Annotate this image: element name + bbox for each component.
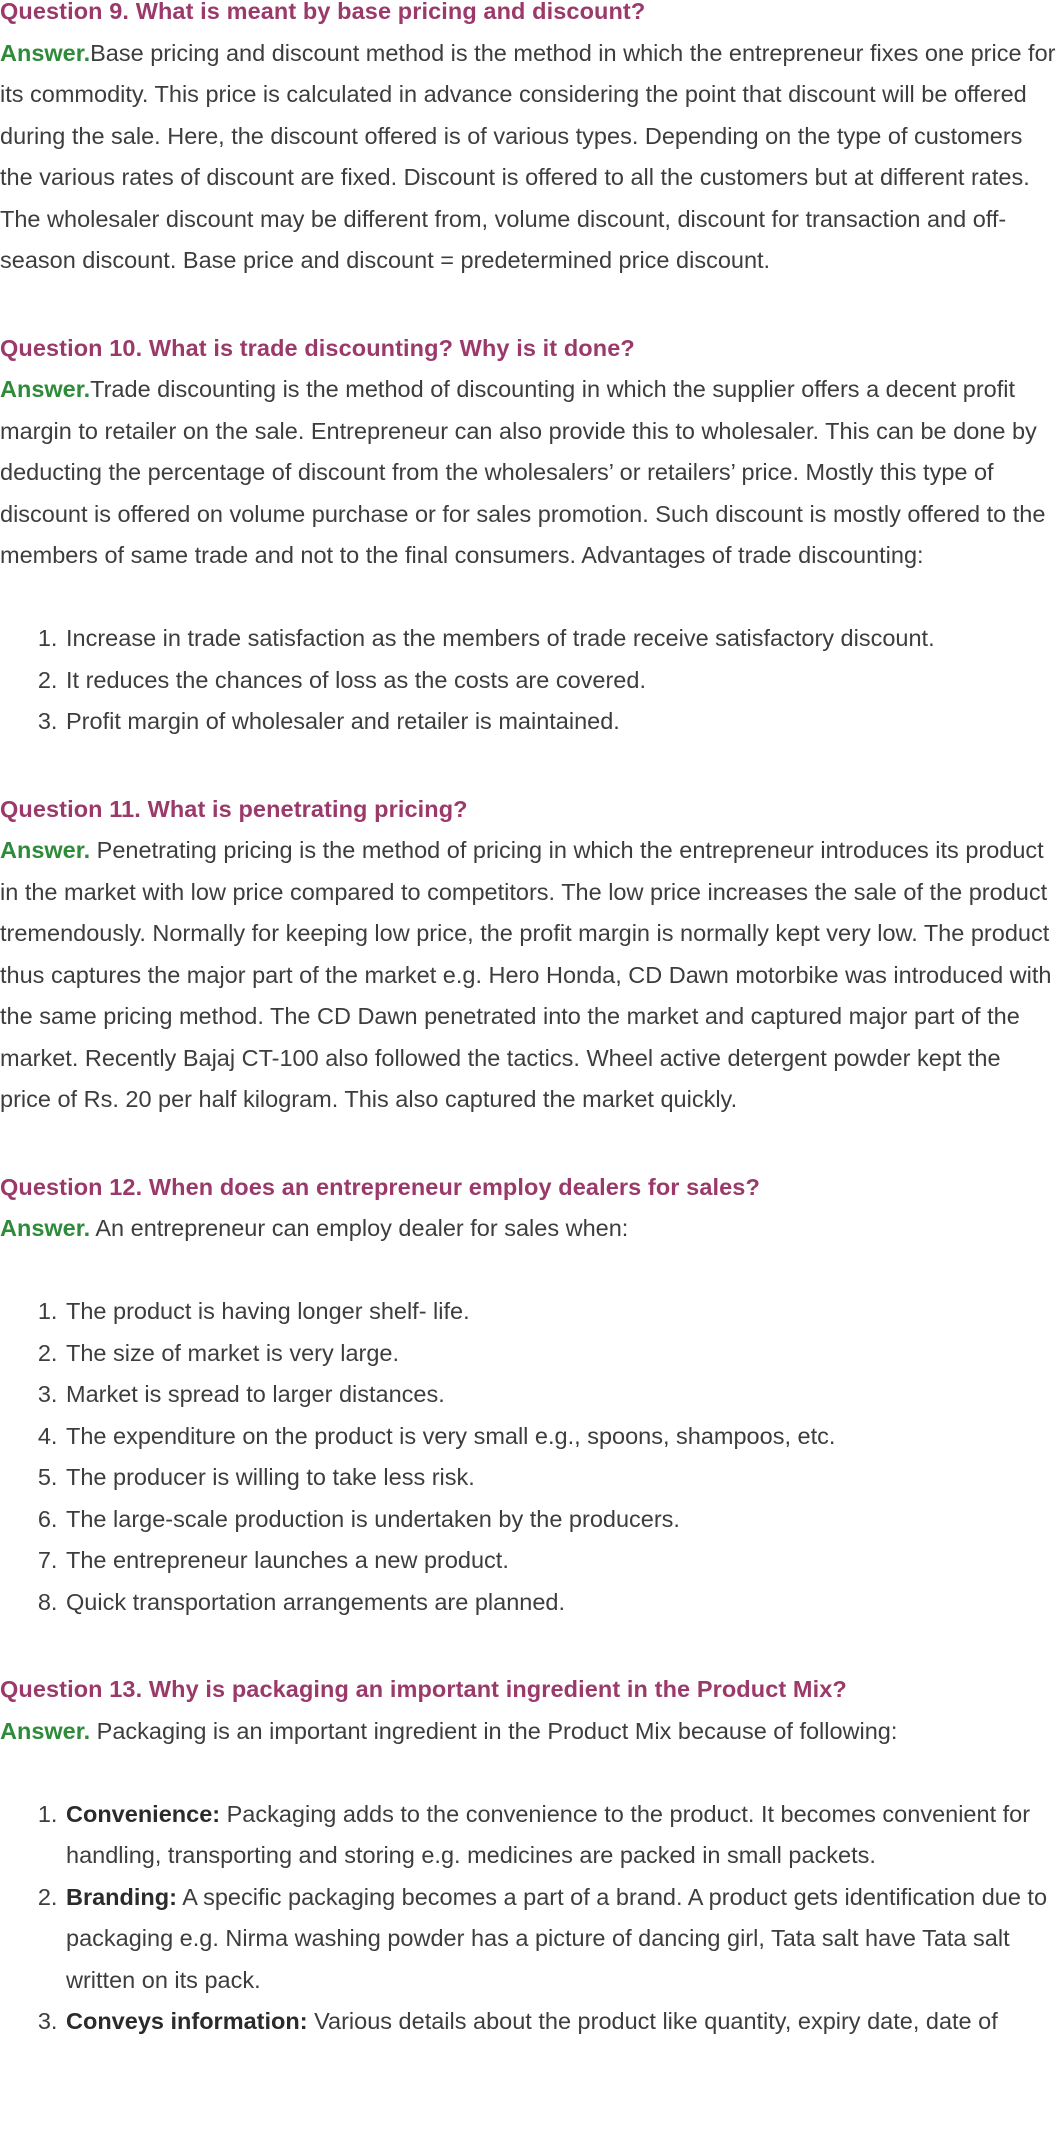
answer-paragraph <box>0 369 1058 577</box>
answer-label: Answer. <box>0 376 91 402</box>
answer-paragraph <box>0 1711 1058 1753</box>
list-item: 3. Market is spread to larger distances. <box>64 1374 1058 1416</box>
list-item-text: Various details about the product like quantity, expiry date, date of <box>307 2008 998 2034</box>
answer-label: Answer. <box>0 1215 91 1241</box>
list-item: 4. The expenditure on the product is very small e.g., spoons, shampoos, etc. <box>64 1416 1058 1458</box>
answer-paragraph <box>0 1208 1058 1250</box>
answer-paragraph <box>0 33 1058 199</box>
answer-label: Answer. <box>0 39 91 66</box>
list-item: 1. The product is having longer shelf- life. <box>64 1291 1058 1333</box>
qa-block-12 <box>0 1167 1058 1624</box>
numbered-list <box>0 618 1058 743</box>
list-item <box>64 1877 1058 2002</box>
list-item: 8. Quick transportation arrangements are planned. <box>64 1582 1058 1624</box>
answer-text: Base pricing and discount method is the method in which the entrepreneur fixes one price for its commodity. This price is calculated in advance considering the point that discount will be offered during the sale. Here, the discount offered is of various types. Depending on the type of customers the various rates of discount are fixed. Discount is offered to all the customers but at different rates. <box>0 39 1056 190</box>
list-item-text: Packaging adds to the convenience to the product. It becomes convenient for handling, transporting and storing e.g. medicines are packed in small packets. <box>66 1800 1031 1868</box>
list-item <box>64 1794 1058 1877</box>
answer-text: Packaging is an important ingredient in the Product Mix because of following: <box>90 1717 898 1744</box>
answer-text: Trade discounting is the method of discounting in which the supplier offers a decent profit margin to retailer on the sale. Entrepreneur can also provide this to wholesaler. This can be done by deducting the percentage of discount from the wholesalers’ or retailers’ price. Mostly this type of discount is offered on volume purchase or for sales promotion. Such discount is mostly offered to the members of same trade and not to the final consumers. Advantages of trade discounting: <box>0 376 1046 568</box>
list-item: 2. The size of market is very large. <box>64 1333 1058 1375</box>
list-item-term: Convenience: <box>66 1800 221 1827</box>
qa-block-9 <box>0 0 1058 282</box>
list-item: 7. The entrepreneur launches a new product. <box>64 1540 1058 1582</box>
answer-label: Answer. <box>0 837 91 863</box>
numbered-list <box>0 1291 1058 1623</box>
qa-block-10 <box>0 328 1058 743</box>
answer-label: Answer. <box>0 1717 91 1744</box>
list-item <box>64 2001 1058 2043</box>
question-heading: Question 9. What is meant by base pricing and discount? <box>0 0 646 24</box>
list-item: 6. The large-scale production is undertaken by the producers. <box>64 1499 1058 1541</box>
answer-text: An entrepreneur can employ dealer for sales when: <box>90 1215 629 1241</box>
answer-paragraph <box>0 830 1058 1121</box>
answer-paragraph-extra: The wholesaler discount may be different from, volume discount, discount for transaction and off-season discount. Base price and discount = predetermined price discount. <box>0 205 1007 273</box>
numbered-list <box>0 1794 1058 2043</box>
question-heading: Question 10. What is trade discounting? Why is it done? <box>0 334 635 361</box>
list-item: 3. Profit margin of wholesaler and retailer is maintained. <box>64 701 1058 743</box>
list-item-term: Conveys information: <box>66 2008 308 2034</box>
list-item: 5. The producer is willing to take less risk. <box>64 1457 1058 1499</box>
question-heading: Question 11. What is penetrating pricing? <box>0 795 468 822</box>
qa-block-13 <box>0 1669 1058 2043</box>
question-heading: Question 12. When does an entrepreneur employ dealers for sales? <box>0 1173 760 1200</box>
list-item: 2. It reduces the chances of loss as the costs are covered. <box>64 660 1058 702</box>
question-heading: Question 13. Why is packaging an important ingredient in the Product Mix? <box>0 1676 847 1702</box>
qa-block-11 <box>0 789 1058 1121</box>
list-item-term: Branding: <box>66 1883 177 1910</box>
list-item-text: A specific packaging becomes a part of a brand. A product gets identification due to packaging e.g. Nirma washing powder has a picture of dancing girl, Tata salt have Tata salt written on its pack. <box>66 1883 1048 1993</box>
list-item: 1. Increase in trade satisfaction as the members of trade receive satisfactory discount. <box>64 618 1058 660</box>
answer-text: Penetrating pricing is the method of pricing in which the entrepreneur introduces its product in the market with low price compared to competitors. The low price increases the sale of the product tremendously. Normally for keeping low price, the profit margin is normally kept very low. The product thus captures the major part of the market e.g. Hero Honda, CD Dawn motorbike was introduced with the same pricing method. The CD Dawn penetrated into the market and captured major part of the market. Recently Bajaj CT-100 also followed the tactics. Wheel active detergent powder kept the price of Rs. 20 per half kilogram. This also captured the market quickly. <box>0 837 1052 1112</box>
